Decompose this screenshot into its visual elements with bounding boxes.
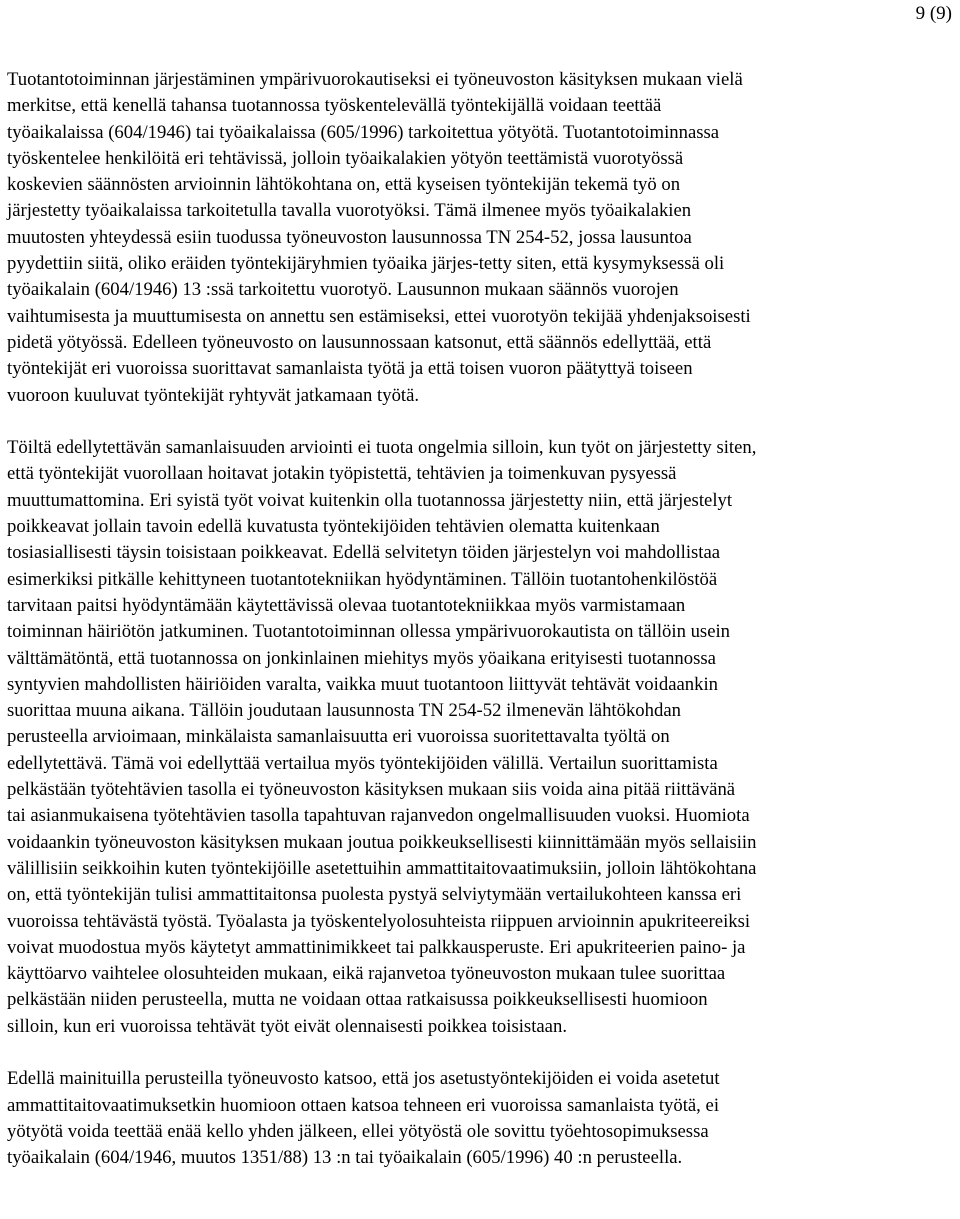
text-line: pidetä yötyössä. Edelleen työneuvosto on lausunnossaan katsonut, että säännös edellyttää, että: [7, 331, 712, 353]
text-line: tarvitaan paitsi hyödyntämään käytettävissä olevaa tuotantotekniikkaa myös varmistamaan: [7, 594, 686, 616]
text-line: toiminnan häiriötön jatkuminen. Tuotantotoiminnan ollessa ympärivuorokautista on tällöin usein: [7, 621, 731, 643]
text-line: vaihtumisesta ja muuttumisesta on annettu sen estämiseksi, ettei vuorotyön tekijää yhdenjaksoisesti: [7, 305, 751, 327]
text-line: merkitse, että kenellä tahansa tuotannossa työskentelevällä työntekijällä voidaan teettää: [7, 95, 662, 117]
text-line: tosiasiallisesti täysin toisistaan poikkeavat. Edellä selvitetyn töiden järjestelyn voi mahdollistaa: [7, 542, 721, 564]
text-line: suorittaa muuna aikana. Tällöin joudutaan lausunnosta TN 254-52 ilmenevän lähtökohdan: [7, 700, 681, 722]
text-line: vuoroon kuuluvat työntekijät ryhtyvät jatkamaan työtä.: [7, 384, 420, 406]
text-line: työaikalain (604/1946) 13 :ssä tarkoitettu vuorotyö. Lausunnon mukaan säännös vuorojen: [7, 279, 679, 301]
text-line: välttämätöntä, että tuotannossa on jonkinlainen miehitys myös yöaikana erityisesti tuotannossa: [7, 647, 716, 669]
text-line: Tuotantotoiminnan järjestäminen ympärivuorokautiseksi ei työneuvoston käsityksen mukaan vielä: [7, 69, 743, 90]
text-line: Edellä mainituilla perusteilla työneuvosto katsoo, että jos asetustyöntekijöiden ei voida asetetut: [7, 1068, 720, 1090]
text-line: että työntekijät vuorollaan hoitavat jotakin työpistettä, tehtävien ja toimenkuvan pysyessä: [7, 463, 677, 485]
text-line: käyttöarvo vaihtelee olosuhteiden mukaan, eikä rajanvetoa työneuvoston mukaan tulee suorittaa: [7, 963, 726, 985]
text-line: työntekijät eri vuoroissa suorittavat samanlaista työtä ja että toisen vuoron päätyttyä toiseen: [7, 358, 693, 380]
text-line: muuttumattomina. Eri syistä työt voivat kuitenkin olla tuotannossa järjestetty niin, että järjestelyt: [7, 489, 733, 511]
text-line: pyydettiin siitä, oliko eräiden työntekijäryhmien työaika järjes-tetty siten, että kysymyksessä oli: [7, 253, 725, 275]
text-line: tai asianmukaisena työtehtävien tasolla tapahtuvan rajanvedon ongelmallisuuden vuoksi. Huomiota: [7, 805, 750, 827]
text-line: vuoroissa tehtävästä työstä. Työalasta ja työskentelyolosuhteista riippuen arvioinnin apukriteereiksi: [7, 910, 751, 932]
text-line: perusteella arvioimaan, minkälaista samanlaisuutta eri vuoroissa suoritettavalta työltä on: [7, 726, 670, 748]
paragraph-2: [7, 435, 957, 1040]
text-line: voivat muodostua myös käytetyt ammattinimikkeet tai palkkausperuste. Eri apukriteerien paino- ja: [7, 936, 746, 958]
text-line: järjestetty työaikalaissa tarkoitetulla tavalla vuorotyöksi. Tämä ilmenee myös työaikalakien: [7, 200, 692, 222]
text-line: työaikalaissa (604/1946) tai työaikalaissa (605/1996) tarkoitettua yötyötä. Tuotantotoiminnassa: [7, 121, 720, 143]
text-line: yötyötä voida teettää enää kello yhden jälkeen, ellei yötyöstä ole sovittu työehtosopimuksessa: [7, 1120, 709, 1142]
text-line: voidaankin työneuvoston käsityksen mukaan joutua poikkeuksellisesti kiinnittämään myös sellaisiin: [7, 831, 757, 853]
text-line: työskentelee henkilöitä eri tehtävissä, jolloin työaikalakien yötyön teettämistä vuorotyössä: [7, 147, 684, 169]
text-line: pelkästään niiden perusteella, mutta ne voidaan ottaa ratkaisussa poikkeuksellisesti huomioon: [7, 989, 708, 1011]
text-line: ammattitaitovaatimuksetkin huomioon ottaen katsoa tehneen eri vuoroissa samanlaista työtä, ei: [7, 1094, 720, 1116]
text-line: koskevien säännösten arvioinnin lähtökohtana on, että kyseisen työntekijän tekemä työ on: [7, 174, 681, 196]
text-line: Töiltä edellytettävän samanlaisuuden arviointi ei tuota ongelmia silloin, kun työt on järjestetty siten,: [7, 437, 757, 459]
text-line: pelkästään työtehtävien tasolla ei työneuvoston käsityksen mukaan siis voida aina pitää riittävänä: [7, 779, 736, 801]
text-line: välillisiin seikkoihin kuten työntekijöille asetettuihin ammattitaitovaatimuksiin, jolloin lähtökohtana: [7, 857, 757, 879]
document-body: [7, 67, 957, 1171]
text-line: edellytettävä. Tämä voi edellyttää vertailua myös työntekijöiden välillä. Vertailun suorittamista: [7, 752, 718, 774]
paragraph-3: [7, 1066, 957, 1171]
text-line: syntyvien mahdollisten häiriöiden varalta, vaikka muut tuotantoon liittyvät tehtävät voidaankin: [7, 673, 719, 695]
text-line: silloin, kun eri vuoroissa tehtävät työt eivät olennaisesti poikkea toisistaan.: [7, 1015, 567, 1037]
paragraph-1: [7, 67, 957, 409]
text-line: muutosten yhteydessä esiin tuodussa työneuvoston lausunnossa TN 254-52, jossa lausuntoa: [7, 226, 692, 248]
text-line: esimerkiksi pitkälle kehittyneen tuotantotekniikan hyödyntäminen. Tällöin tuotantohenkilöstöä: [7, 568, 718, 590]
text-line: poikkeavat jollain tavoin edellä kuvatusta työntekijöiden tehtävien olematta kuitenkaan: [7, 516, 660, 538]
text-line: on, että työntekijän tulisi ammattitaitonsa puolesta pystyä selviytymään vertailukohteen kanssa eri: [7, 884, 742, 906]
page-number: 9 (9): [915, 3, 952, 24]
text-line: työaikalain (604/1946, muutos 1351/88) 13 :n tai työaikalain (605/1996) 40 :n perusteella.: [7, 1147, 683, 1169]
